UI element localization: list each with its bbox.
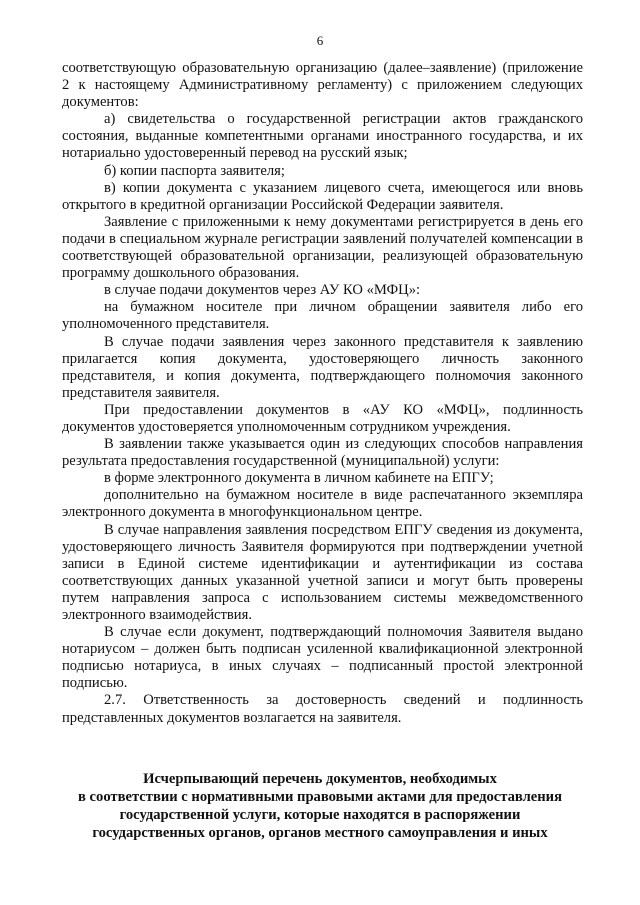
paragraph: в случае подачи документов через АУ КО «МФЦ»: xyxy=(104,282,421,299)
paragraph: В случае если документ, подтверждающий полномочия Заявителя выдано нотариусом – должен быть подписан усиленной квалификационной электронной подписью нотариуса, в иных случаях – подписанный простой электронной подписью. xyxy=(62,624,583,692)
paragraph: дополнительно на бумажном носителе в виде распечатанного экземпляра электронного документа в многофункциональном центре. xyxy=(62,487,583,521)
section-heading xyxy=(40,770,600,842)
list-item-b: б) копии паспорта заявителя; xyxy=(104,162,285,179)
paragraph: Заявление с приложенными к нему документами регистрируется в день его подачи в специальном журнале регистрации заявлений получателей компенсации в соответствующей образовательной организации, реализующей образовательную программу дошкольного образования. xyxy=(62,213,583,282)
paragraph: на бумажном носителе при личном обращении заявителя либо его уполномоченного представителя. xyxy=(62,299,583,333)
list-item-a: а) свидетельства о государственной регистрации актов гражданского состояния, выданные компетентными органами иностранного государства, и их нотариально удостоверенный перевод на русский язык; xyxy=(62,111,583,162)
paragraph: в форме электронного документа в личном кабинете на ЕПГУ; xyxy=(104,470,494,487)
document-body xyxy=(62,60,583,727)
heading-line: Исчерпывающий перечень документов, необходимых xyxy=(143,771,497,787)
section-2-7-paragraph: 2.7. Ответственность за достоверность сведений и подлинность представленных документов возлагается на заявителя. xyxy=(62,692,583,726)
heading-line: государственных органов, органов местного самоуправления и иных xyxy=(92,825,548,841)
paragraph: При предоставлении документов в «АУ КО «МФЦ», подлинность документов удостоверяется уполномоченным сотрудником учреждения. xyxy=(62,401,583,435)
paragraph: В случае направления заявления посредством ЕПГУ сведения из документа, удостоверяющего личность Заявителя формируются при подтверждении учетной записи в Единой системе идентификации и аутентификации из состава соответствующих данных указанной учетной записи и могут быть проверены путем направления запроса с использованием системы межведомственного электронного взаимодействия. xyxy=(62,521,583,623)
paragraph: В случае подачи заявления через законного представителя к заявлению прилагается копия документа, удостоверяющего личность законного представителя, и копия документа, подтверждающего полномочия законного представителя заявителя. xyxy=(62,333,583,401)
list-item-c: в) копии документа с указанием лицевого счета, имеющегося или вновь открытого в кредитной организации Российской Федерации заявителя. xyxy=(62,179,583,213)
paragraph: В заявлении также указывается один из следующих способов направления результата предоставления государственной (муниципальной) услуги: xyxy=(62,436,583,470)
paragraph: соответствующую образовательную организацию (далее–заявление) (приложение 2 к настоящему Административному регламенту) с приложением следующих документов: xyxy=(62,60,583,111)
page-number: 6 xyxy=(316,33,324,48)
heading-line: в соответствии с нормативными правовыми актами для предоставления xyxy=(78,789,562,805)
heading-line: государственной услуги, которые находятся в распоряжении xyxy=(119,807,521,823)
